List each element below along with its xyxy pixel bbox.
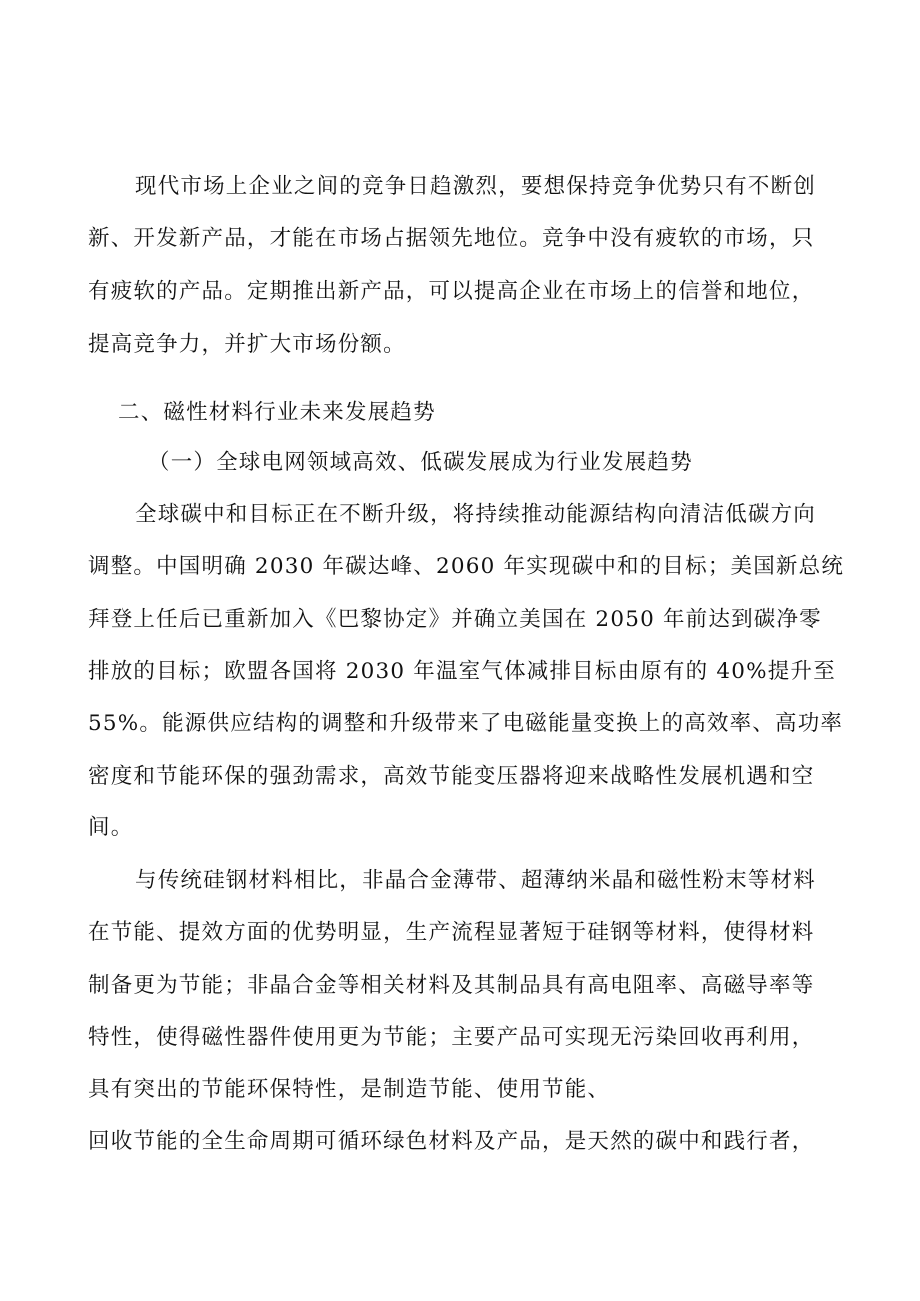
subsection-heading: （一）全球电网领域高效、低碳发展成为行业发展趋势 — [148, 450, 693, 475]
text-line: 密度和节能环保的强劲需求，高效节能变压器将迎来战略性发展机遇和空 — [88, 764, 815, 789]
text-line: 55%。能源供应结构的调整和升级带来了电磁能量变换上的高效率、高功率 — [88, 711, 844, 736]
text-line: 在节能、提效方面的优势明显，生产流程显著短于硅钢等材料，使得材料 — [88, 920, 815, 945]
text-line: 制备更为节能；非晶合金等相关材料及其制品具有高电阻率、高磁导率等 — [88, 973, 815, 998]
text-line: 新、开发新产品，才能在市场占据领先地位。竞争中没有疲软的市场，只 — [88, 226, 815, 251]
text-line: 特性，使得磁性器件使用更为节能；主要产品可实现无污染回收再利用， — [88, 1025, 815, 1050]
text-line: 与传统硅钢材料相比，非晶合金薄带、超薄纳米晶和磁性粉末等材料 — [135, 868, 817, 893]
text-line: 有疲软的产品。定期推出新产品，可以提高企业在市场上的信誉和地位， — [88, 279, 815, 304]
text-line: 调整。中国明确 2030 年碳达峰、2060 年实现碳中和的目标；美国新总统 — [88, 554, 845, 579]
text-line: 回收节能的全生命周期可循环绿色材料及产品，是天然的碳中和践行者， — [88, 1129, 815, 1154]
text-line: 间。 — [88, 815, 134, 840]
text-line: 全球碳中和目标正在不断升级，将持续推动能源结构向清洁低碳方向 — [135, 502, 817, 527]
text-line: 提高竞争力，并扩大市场份额。 — [88, 332, 406, 357]
text-line: 排放的目标；欧盟各国将 2030 年温室气体减排目标由原有的 40%提升至 — [88, 659, 836, 684]
text-line: 具有突出的节能环保特性，是制造节能、使用节能、 — [88, 1077, 611, 1102]
section-heading: 二、磁性材料行业未来发展趋势 — [118, 400, 436, 425]
text-line: 现代市场上企业之间的竞争日趋激烈，要想保持竞争优势只有不断创 — [135, 174, 817, 199]
text-line: 拜登上任后已重新加入《巴黎协定》并确立美国在 2050 年前达到碳净零 — [88, 607, 822, 632]
